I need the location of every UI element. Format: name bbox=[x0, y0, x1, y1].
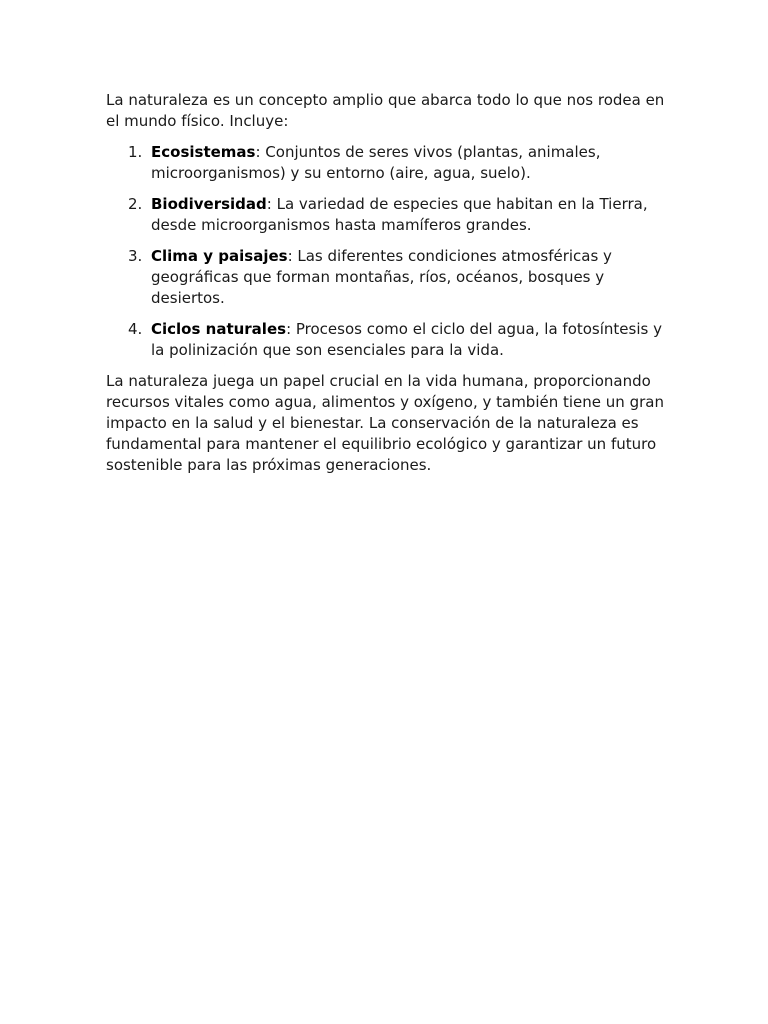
list-item-ecosistemas bbox=[106, 142, 666, 184]
list-item-number: 4. bbox=[128, 320, 143, 338]
list-item-term: Ecosistemas bbox=[151, 143, 256, 161]
list-item-number: 3. bbox=[128, 247, 143, 265]
list-item-text: : Conjuntos de seres vivos (plantas, animales, microorganismos) y su entorno (aire, agua, suelo). bbox=[151, 143, 601, 182]
list-item-term: Biodiversidad bbox=[151, 195, 267, 213]
list-item-biodiversidad bbox=[106, 194, 666, 236]
list-item-clima-y-paisajes bbox=[106, 246, 666, 309]
list-item-number: 2. bbox=[128, 195, 143, 213]
list-item-number: 1. bbox=[128, 143, 143, 161]
nature-elements-list bbox=[106, 142, 666, 361]
conclusion-paragraph: La naturaleza juega un papel crucial en la vida humana, proporcionando recursos vitales como agua, alimentos y oxígeno, y también tiene un gran impacto en la salud y el bienestar. La conservación de la naturaleza es fundamental para mantener el equilibrio ecológico y garantizar un futuro sostenible para las próximas generaciones. bbox=[106, 372, 664, 474]
list-item-text: : Las diferentes condiciones atmosféricas y geográficas que forman montañas, ríos, océanos, bosques y desiertos. bbox=[151, 247, 612, 307]
list-item-ciclos-naturales bbox=[106, 319, 666, 361]
list-item-text: : La variedad de especies que habitan en la Tierra, desde microorganismos hasta mamíferos grandes. bbox=[151, 195, 648, 234]
list-item-text: : Procesos como el ciclo del agua, la fotosíntesis y la polinización que son esenciales para la vida. bbox=[151, 320, 662, 359]
document-page bbox=[106, 90, 666, 476]
list-item-term: Clima y paisajes bbox=[151, 247, 288, 265]
list-item-term: Ciclos naturales bbox=[151, 320, 287, 338]
intro-paragraph: La naturaleza es un concepto amplio que abarca todo lo que nos rodea en el mundo físico. Incluye: bbox=[106, 91, 665, 130]
